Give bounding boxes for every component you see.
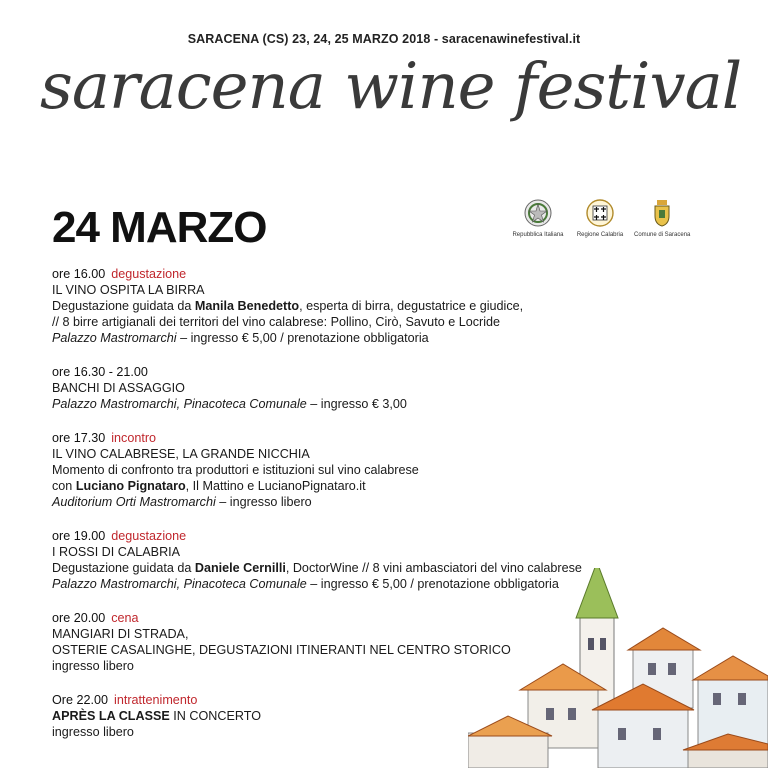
description-text: con (52, 479, 76, 493)
emblem-repubblica (510, 198, 566, 238)
event-venue: Palazzo Mastromarchi, Pinacoteca Comunale (52, 577, 307, 591)
village-illustration (468, 568, 768, 768)
event-time: ore 19.00 (52, 529, 106, 543)
event-title: BANCHI DI ASSAGGIO (52, 381, 185, 395)
event-time: Ore 22.00 (52, 693, 109, 707)
description-text: Degustazione guidata da (52, 299, 195, 313)
event-admission: ingresso libero (52, 659, 134, 673)
event-time: ore 16.00 (52, 267, 106, 281)
saracena-crest-icon (647, 198, 677, 228)
event-tag: cena (111, 611, 139, 625)
title-text: IN CONCERTO (169, 709, 261, 723)
date-title: 24 MARZO (52, 203, 267, 252)
event-time: ore 16.30 - 21.00 (52, 365, 148, 379)
event-item (52, 430, 652, 510)
event-tag: incontro (111, 431, 157, 445)
event-description (52, 478, 652, 494)
description-text: , esperta di birra, degustatrice e giudice, (299, 299, 524, 313)
event-title: MANGIARI DI STRADA, (52, 627, 189, 641)
description-text: , Il Mattino e LucianoPignataro.it (185, 479, 366, 493)
event-tag: degustazione (111, 267, 187, 281)
event-admission: – ingresso libero (215, 495, 312, 509)
description-text: Degustazione guidata da (52, 561, 195, 575)
festival-logo: saracena wine festival (40, 50, 742, 124)
emblem-caption: Regione Calabria (576, 232, 624, 238)
emblem-caption: Repubblica Italiana (512, 232, 564, 238)
village-illustration-icon (468, 568, 768, 768)
event-admission: – ingresso € 3,00 (306, 397, 407, 411)
event-title: I ROSSI DI CALABRIA (52, 545, 181, 559)
event-tag: degustazione (111, 529, 187, 543)
event-admission: ingresso libero (52, 725, 134, 739)
guest-name: Manila Benedetto (194, 299, 300, 313)
event-time: ore 20.00 (52, 611, 106, 625)
guest-name: Luciano Pignataro (75, 479, 186, 493)
event-admission: – ingresso € 5,00 / prenotazione obbligatoria (306, 577, 559, 591)
description-text: , DoctorWine // 8 vini ambasciatori del vino calabrese (285, 561, 582, 575)
event-title: IL VINO CALABRESE, LA GRANDE NICCHIA (52, 447, 310, 461)
event-time: ore 17.30 (52, 431, 106, 445)
event-venue: Auditorium Orti Mastromarchi (52, 495, 216, 509)
event-title: IL VINO OSPITA LA BIRRA (52, 283, 205, 297)
event-admission: – ingresso € 5,00 / prenotazione obbligatoria (176, 331, 429, 345)
event-item (52, 364, 652, 412)
event-title: OSTERIE CASALINGHE, DEGUSTAZIONI ITINERANTI NEL CENTRO STORICO (52, 643, 511, 657)
event-description: // 8 birre artigianali dei territori del vino calabrese: Pollino, Cirò, Savuto e Locride (52, 315, 501, 329)
event-description: Momento di confronto tra produttori e istituzioni sul vino calabrese (52, 463, 419, 477)
emblem-regione (572, 198, 628, 238)
header-info-line: SARACENA (CS) 23, 24, 25 MARZO 2018 - saracenawinefestival.it (187, 32, 581, 46)
guest-name: Daniele Cernilli (194, 561, 286, 575)
event-tag: intrattenimento (114, 693, 198, 707)
italy-emblem-icon (523, 198, 553, 228)
emblem-comune (634, 198, 690, 238)
institution-emblems (510, 198, 690, 250)
performer-name: APRÈS LA CLASSE (52, 709, 170, 723)
event-description (52, 298, 652, 314)
emblem-caption: Comune di Saracena (634, 232, 691, 238)
calabria-emblem-icon (585, 198, 615, 228)
event-item (52, 266, 652, 346)
event-venue: Palazzo Mastromarchi, Pinacoteca Comunale (52, 397, 307, 411)
event-venue: Palazzo Mastromarchi (52, 331, 177, 345)
